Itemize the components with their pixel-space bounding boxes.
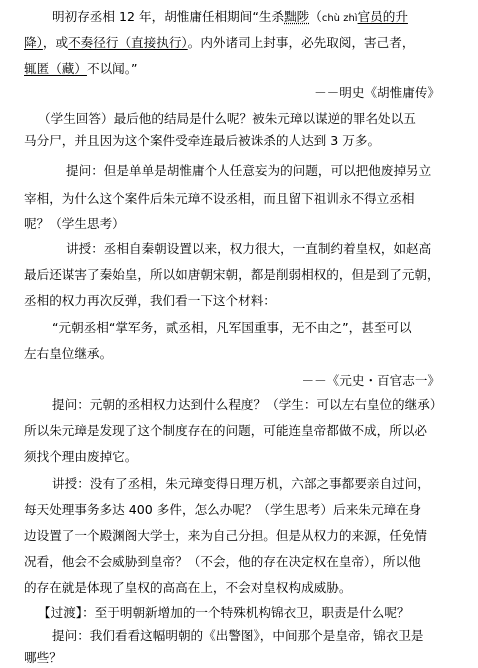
text-run: 。内外诸司上封事，必先取阅，害己者， [187,35,415,51]
pinyin-annotation: chù zhì [321,13,358,25]
text-line: 最后还谋害了秦始皇，所以如唐朝宋朝，都是削弱相权的，但是到了元朝， [24,267,440,283]
text-line: 须找个理由废掉它。 [24,449,138,465]
underlined-term: 辄匿（藏） [24,61,87,77]
text-line [24,35,414,51]
underlined-term: 不奏径行（直接执行） [68,35,188,51]
text-line: 提问：但是单单是胡惟庸个人任意妄为的问题，可以把他废掉另立 [66,163,432,179]
text-line: 提问：元朝的丞相权力达到什么程度？（学生：可以左右皇位的继承） [52,397,443,413]
text-line: （学生回答）最后他的结局是什么呢？被朱元璋以谋逆的罪名处以五 [38,110,416,126]
text-line [24,61,138,77]
text-line: 讲授：丞相自秦朝设置以来，权力很大，一直制约着皇权，如赵高 [66,241,432,257]
text-line: 每天处理事务多达 400 多件，怎么办呢？（学生思考）后来朱元璋在身 [24,502,422,518]
text-line [52,9,408,25]
text-line: “元朝丞相“掌军务，贰丞相，凡军国重事，无不由之”，甚至可以 [52,320,412,336]
underlined-gloss: 官员的升 [357,9,408,25]
citation-ming-history: －－明史《胡惟庸传》 [314,85,440,101]
text-run: 不以闻。” [86,61,138,77]
citation-yuan-history: －－《元史・百官志一》 [301,373,440,389]
text-run: （ [309,9,322,25]
text-line: 呢？（学生思考） [24,216,125,232]
text-line: 边设置了一个殿渊阁大学士，来为自己分担。但是从权力的来源，任免情 [24,528,427,544]
transition-line: 【过渡】：至于明朝新增加的一个特殊机构锦衣卫，职责是什么呢？ [38,605,410,621]
text-line: 所以朱元璋是发现了这个制度存在的问题，可能连皇帝都做不成，所以必 [24,423,427,439]
text-line: 提问：我们看看这幅明朝的《出警图》，中间那个是皇帝，锦衣卫是 [52,627,424,643]
text-line: 的存在就是体现了皇权的高高在上，不会对皇权构成威胁。 [24,580,352,596]
dotted-term: 黜陟 [284,9,310,25]
text-line: 讲授：没有了丞相，朱元璋变得日理万机，六部之事都要亲自过问， [52,476,430,492]
text-line: 哪些？ [24,650,62,665]
underlined-gloss: 降） [24,35,43,51]
text-line: 丞相的权力再次反弹，我们看一下这个材料： [24,293,276,309]
text-line: 左右皇位继承。 [24,346,113,362]
text-line: 宰相，为什么这个案件后朱元璋不设丞相，而且留下祖训永不得立丞相 [24,191,415,207]
text-line: 马分尸，并且因为这个案件受牵连最后被诛杀的人达到 3 万多。 [24,132,381,148]
text-line: 况看，他会不会威胁到皇帝？（不会，他的存在决定权在皇帝），所以他 [24,554,421,570]
text-run: ，或 [42,35,69,51]
text-run: 明初存丞相 12 年，胡惟庸任相期间“生杀 [52,9,285,25]
